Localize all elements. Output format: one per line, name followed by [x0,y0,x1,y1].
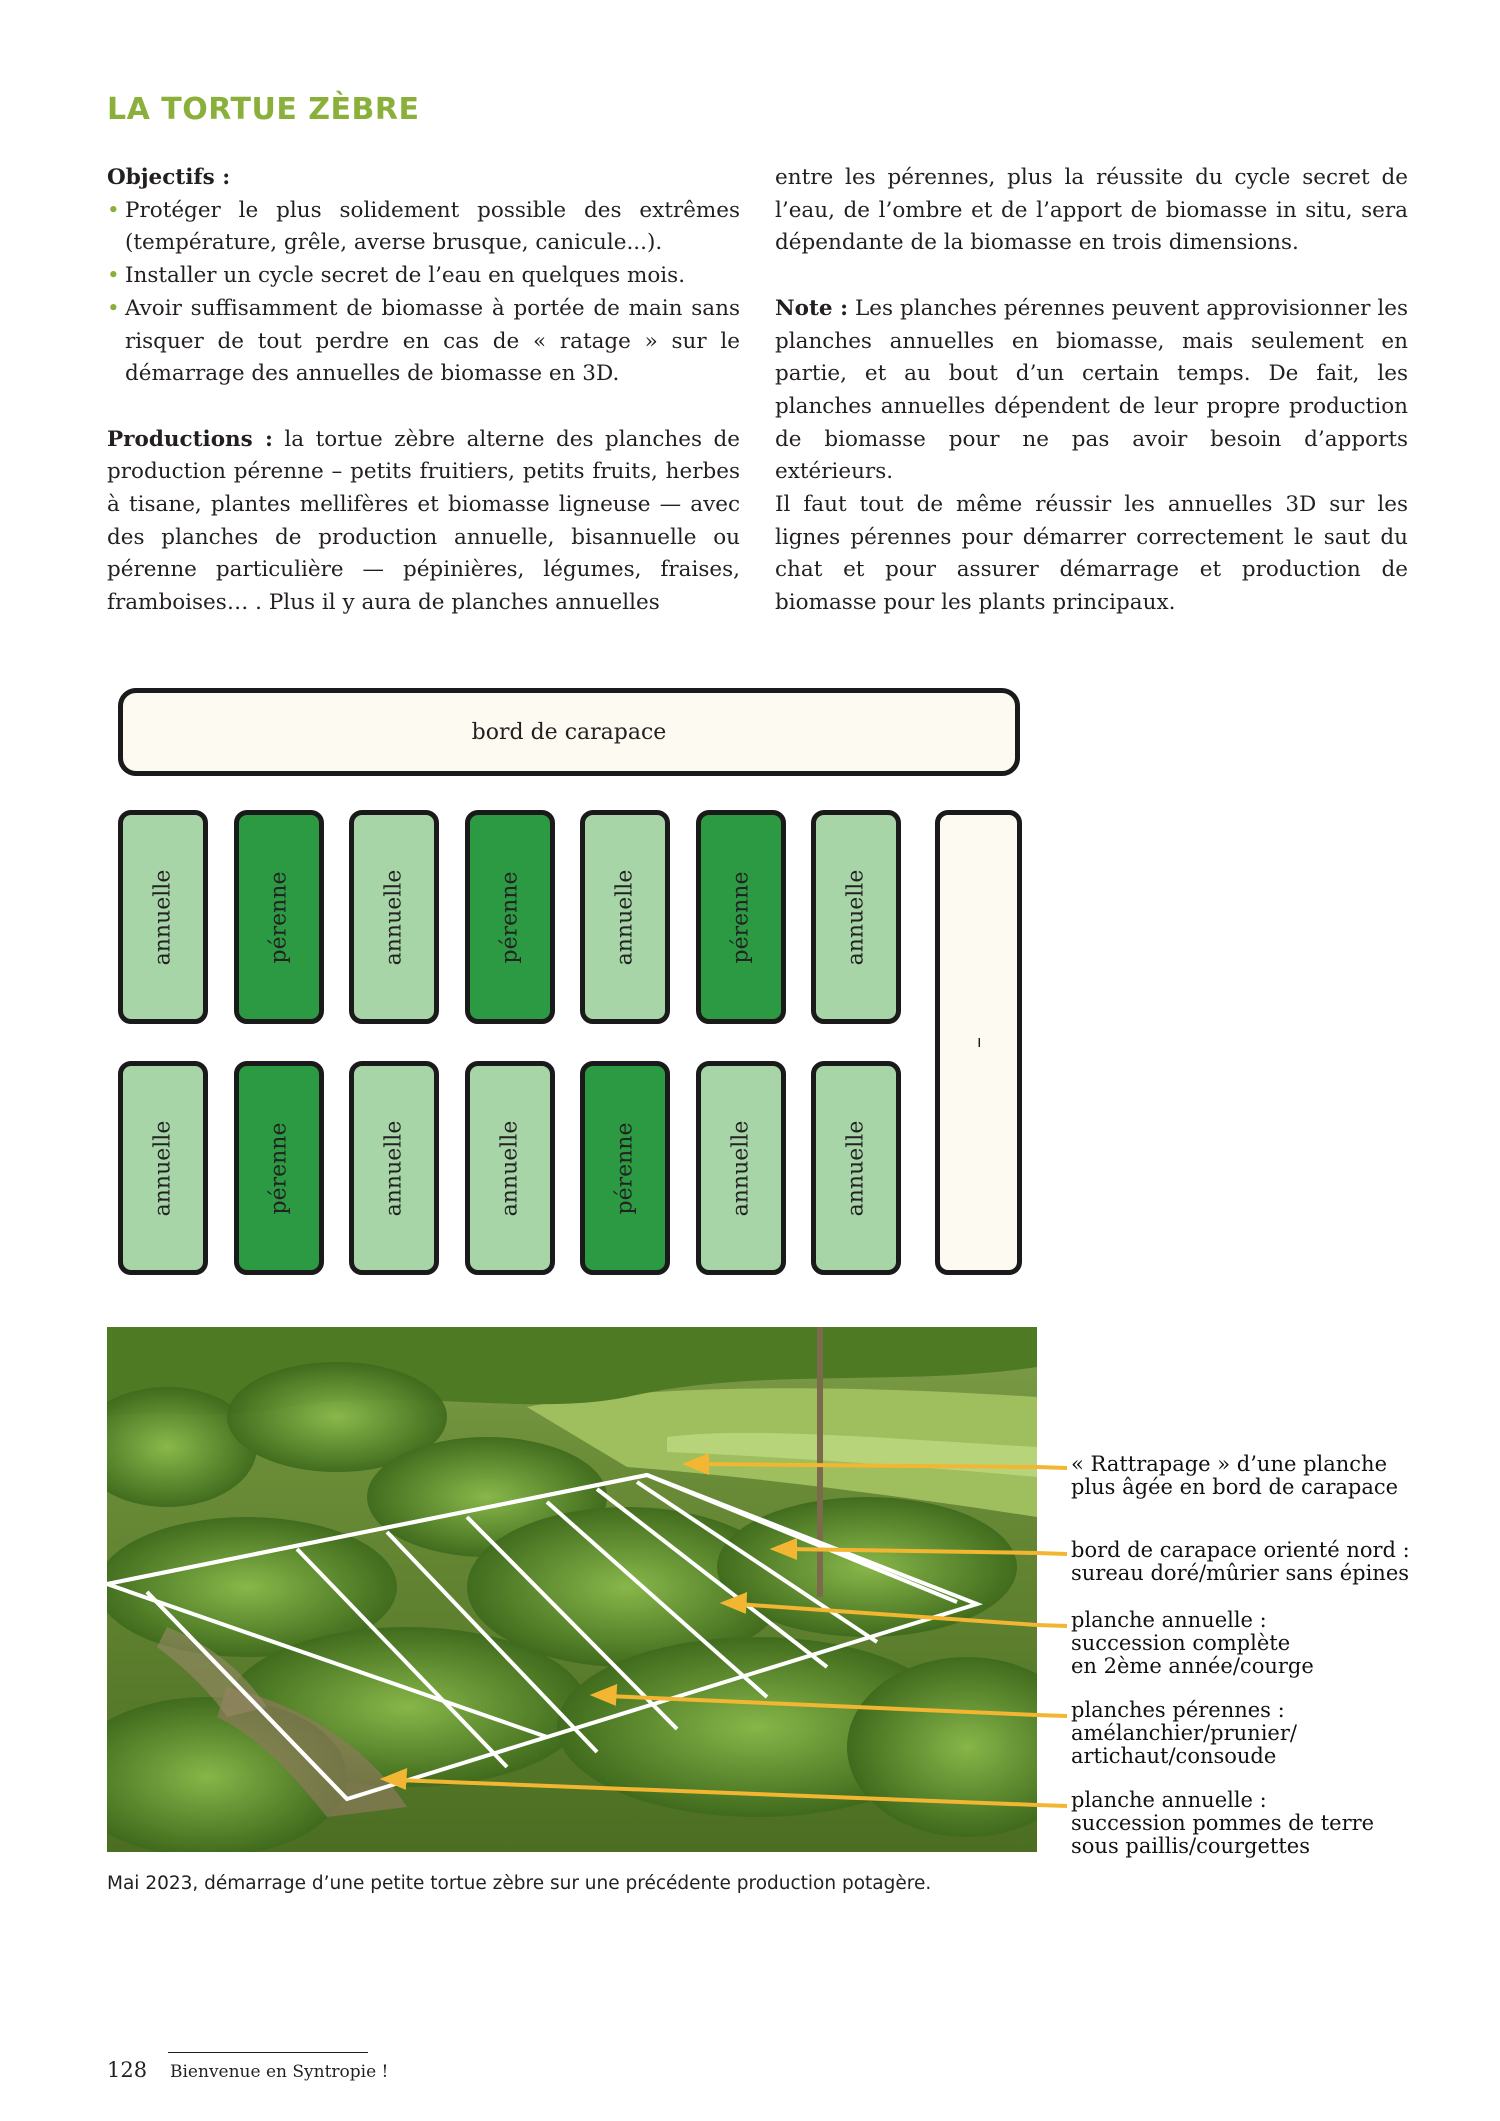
photo-caption: Mai 2023, démarrage d’une petite tortue zèbre sur une précédente production potagère. [107,1873,932,1894]
note-paragraph [775,293,1408,489]
plank-row1-1: annuelle [118,810,208,1024]
plank-row1-2: pérenne [234,810,324,1024]
plank-row2-2: pérenne [234,1061,324,1275]
annotation-rattrapage: « Rattrapage » d’une planche plus âgée en bord de carapace [1071,1452,1399,1499]
note-text: Les planches pérennes peuvent approvisionner les planches annuelles en biomasse, mais seulement en partie, et au bout d’un certain temps. De fait, les planches annuelles dépendent de leur propre production de biomasse pour ne pas avoir besoin d’apports extérieurs. [775,295,1408,485]
plank-row2-6: annuelle [696,1061,786,1275]
plank-row1-6: pérenne [696,810,786,1024]
plank-row2-1: annuelle [118,1061,208,1275]
plank-row2-3: annuelle [349,1061,439,1275]
page-number: 128 [107,2058,148,2082]
annotation-bord-nord: bord de carapace orienté nord : sureau doré/mûrier sans épines [1071,1538,1410,1585]
productions-text: la tortue zèbre alterne des planches de production pérenne – petits fruitiers, petits fruits, herbes à tisane, plantes mellifères et biomasse ligneuse — avec des planches de production annuelle, bisannuelle ou pérenne particulière — pépinières, légumes, fraises, framboises… . Plus il y aura de planches annuelles [107,426,741,616]
annotation-planche-annuelle-pdt: planche annuelle : succession pommes de terre sous paillis/courgettes [1071,1788,1375,1858]
side-label: – [966,1037,991,1048]
objectifs-heading: Objectifs : [107,165,231,190]
bord-label: bord de carapace [471,719,667,745]
right-column [775,162,1408,620]
left-column [107,162,740,620]
footer-rule [168,2052,368,2053]
plank-row1-7: annuelle [811,810,901,1024]
arrow-tails [1037,1327,1067,1852]
plank-row1-4: pérenne [465,810,555,1024]
list-item: • Avoir suffisamment de biomasse à portée de main sans risquer de tout perdre en cas de « ratage » sur le démarrage des annuelles de biomasse en 3D. [107,293,740,391]
plank-row1-3: annuelle [349,810,439,1024]
list-item: • Protéger le plus solidement possible des extrêmes (température, grêle, averse brusque, canicule...). [107,195,740,260]
book-title: Bienvenue en Syntropie ! [170,2062,389,2082]
productions-paragraph [107,424,740,620]
plank-row2-5: pérenne [580,1061,670,1275]
continuation-paragraph: entre les pérennes, plus la réussite du cycle secret de l’eau, de l’ombre et de l’apport de biomasse in situ, sera dépendante de la biomasse en trois dimensions. [775,165,1408,256]
plank-row2-4: annuelle [465,1061,555,1275]
note-heading: Note : [775,295,849,321]
productions-heading: Productions : [107,426,273,452]
garden-photo [107,1327,1037,1852]
list-item: • Installer un cycle secret de l’eau en quelques mois. [107,260,740,293]
note-paragraph-2: Il faut tout de même réussir les annuelles 3D sur les lignes pérennes pour démarrer correctement le saut du chat et pour assurer démarrage et production de biomasse pour les plants principaux. [775,492,1408,616]
bord-de-carapace-box [118,688,1020,776]
plank-row1-5: annuelle [580,810,670,1024]
annotation-planches-perennes: planches pérennes : amélanchier/prunier/ artichaut/consoude [1071,1698,1297,1768]
side-blank-plank [935,810,1022,1275]
annotation-planche-annuelle-courge: planche annuelle : succession complète en 2ème année/courge [1071,1608,1314,1678]
objectifs-list [107,195,740,391]
plank-row2-7: annuelle [811,1061,901,1275]
page-title: LA TORTUE ZÈBRE [107,92,420,127]
